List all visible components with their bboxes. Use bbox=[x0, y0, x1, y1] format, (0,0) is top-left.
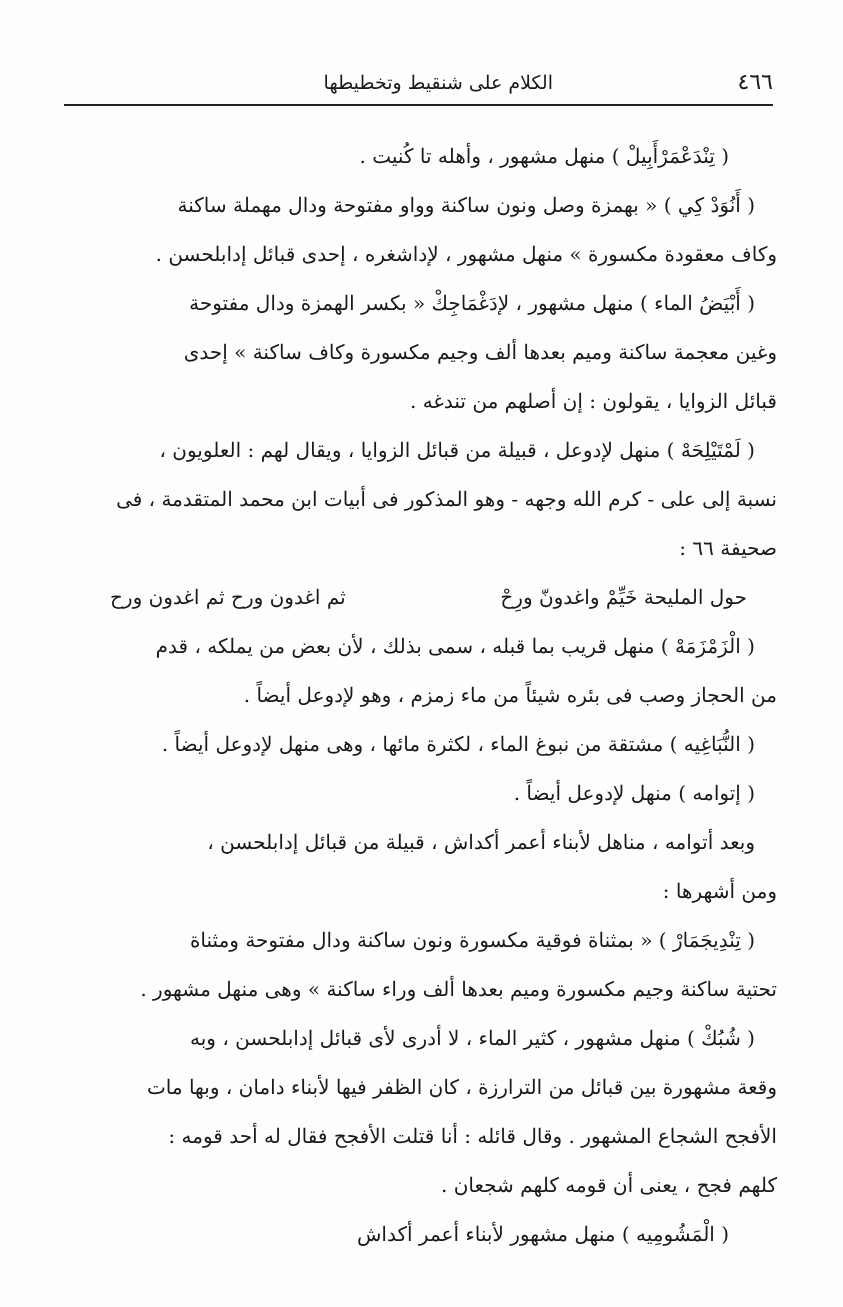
poem-verse bbox=[70, 573, 777, 622]
text-line: وقعة مشهورة بين قبائل من الترارزة ، كان الظفر فيها لأبناء دامان ، وبها مات bbox=[146, 1075, 777, 1099]
page-body bbox=[70, 132, 777, 1259]
text-line: ( الْمَشُومِيه ) منهل مشهور لأبناء أعمر أكداش bbox=[357, 1222, 729, 1246]
text-line: وكاف معقودة مكسورة » منهل مشهور ، لإداشغره ، إحدى قبائل إدابلحسن . bbox=[155, 242, 777, 266]
text-line: ( تِنْدِيجَمَارْ ) « بمثناة فوقية مكسورة ونون ساكنة ودال مفتوحة ومثناة bbox=[189, 928, 755, 952]
page-header bbox=[64, 66, 773, 100]
text-line: ( شُبُكْ ) منهل مشهور ، كثير الماء ، لا أدرى لأى قبائل إدابلحسن ، وبه bbox=[190, 1026, 755, 1050]
text-line: ( النُّبَاغِيه ) مشتقة من نبوغ الماء ، لكثرة مائها ، وهى منهل لإدوعل أيضاً . bbox=[161, 732, 755, 756]
text-line: ( أَبْيَضُ الماء ) منهل مشهور ، لإدَغْمَاجِكْ « بكسر الهمزة ودال مفتوحة bbox=[189, 291, 755, 315]
text-line: وبعد أتوامه ، مناهل لأبناء أعمر أكداش ، قبيلة من قبائل إدابلحسن ، bbox=[207, 830, 755, 854]
text-line: صحيفة ٦٦ : bbox=[679, 536, 777, 560]
text-line: ( تِنْدَعْمَرْأَبِيلْ ) منهل مشهور ، وأهله تا كُنيت . bbox=[359, 144, 729, 168]
text-line: وغين معجمة ساكنة وميم بعدها ألف وجيم مكسورة وكاف ساكنة » إحدى bbox=[183, 340, 777, 364]
text-line: من الحجاز وصب فى بئره شيئاً من ماء زمزم ، وهو لإدوعل أيضاً . bbox=[243, 683, 777, 707]
running-title: الكلام على شنقيط وتخطيطها bbox=[323, 72, 553, 94]
text-line: تحتية ساكنة وجيم مكسورة وميم بعدها ألف وراء ساكنة » وهى منهل مشهور . bbox=[140, 977, 777, 1001]
verse-first-hemistich: حول المليحة خَيِّمْ واغدونّ ورِحْ bbox=[500, 585, 747, 609]
text-line: نسبة إلى على - كرم الله وجهه - وهو المذكور فى أبيات ابن محمد المتقدمة ، فى bbox=[116, 487, 777, 511]
text-line: ( أَنُوَدْ كِي ) « بهمزة وصل ونون ساكنة وواو مفتوحة ودال مهملة ساكنة bbox=[177, 193, 755, 217]
text-line: ( إتوامه ) منهل لإدوعل أيضاً . bbox=[513, 781, 755, 805]
text-line: كلهم فجح ، يعنى أن قومه كلهم شجعان . bbox=[441, 1173, 777, 1197]
verse-second-hemistich: ثم اغدون ورح ثم اغدون ورح bbox=[110, 585, 346, 609]
header-divider bbox=[64, 104, 773, 106]
text-line: ( لَمْتَيْلِحَهْ ) منهل لإدوعل ، قبيلة من قبائل الزوايا ، ويقال لهم : العلويون ، bbox=[159, 438, 755, 462]
text-line: ومن أشهرها : bbox=[662, 879, 777, 903]
page-number: ٤٦٦ bbox=[737, 70, 773, 95]
text-line: قبائل الزوايا ، يقولون : إن أصلهم من تندغه . bbox=[409, 389, 777, 413]
text-line: الأفجح الشجاع المشهور . وقال قائله : أنا قتلت الأفجح فقال له أحد قومه : bbox=[168, 1124, 777, 1148]
text-line: ( الْزَمْزَمَهْ ) منهل قريب بما قبله ، سمى بذلك ، لأن بعض من يملكه ، قدم bbox=[155, 634, 755, 658]
